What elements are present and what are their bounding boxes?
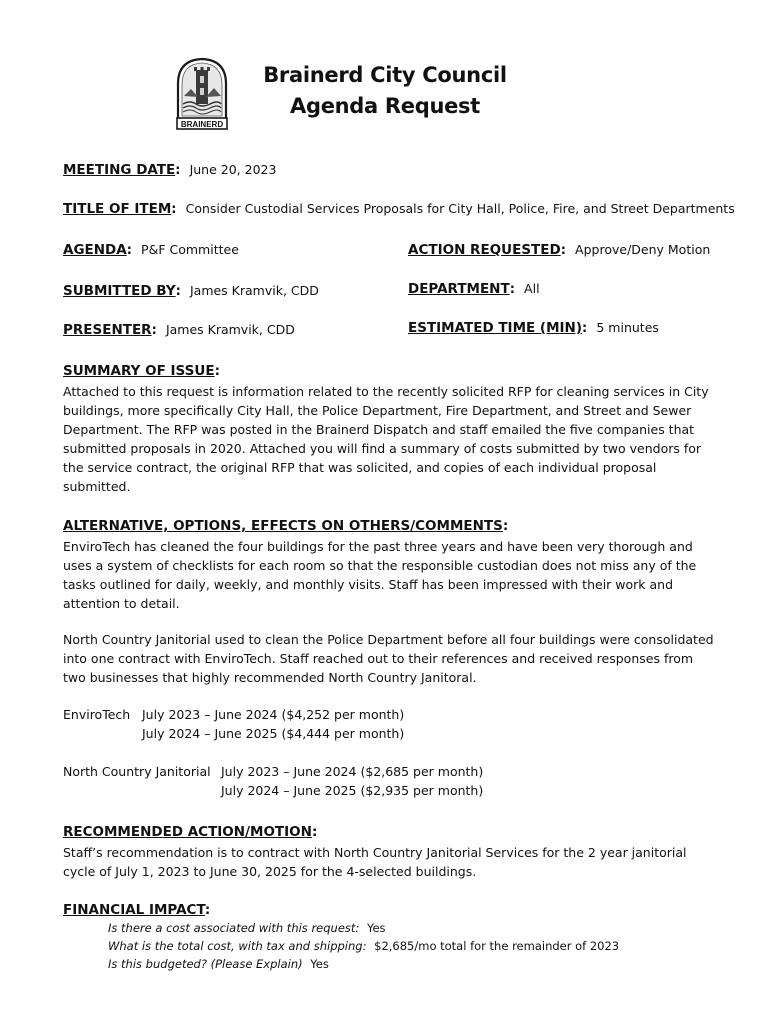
recommended-line: cycle of July 1, 2023 to June 30, 2025 for the 4-selected buildings.: [63, 864, 477, 879]
presenter-value: James Kramvik, CDD: [165, 322, 295, 337]
alternatives-line: two businesses that highly recommended North Country Janitoral.: [63, 670, 477, 685]
city-seal-logo: [174, 56, 230, 130]
meeting-date-value: June 20, 2023: [189, 162, 277, 177]
summary-heading: SUMMARY OF ISSUE:: [63, 363, 220, 379]
alternatives-line: attention to detail.: [63, 596, 180, 611]
title-of-item-field: TITLE OF ITEM: Consider Custodial Services Proposals for City Hall, Police, Fire, and Street Departments: [63, 201, 735, 217]
financial-item: [108, 939, 619, 953]
financial-item: [108, 921, 386, 935]
submitted-by-field: SUBMITTED BY: James Kramvik, CDD: [63, 283, 319, 299]
financial-question: What is the total cost, with tax and shipping:: [108, 939, 367, 953]
financial-heading: FINANCIAL IMPACT:: [63, 902, 211, 918]
action-requested-value: Approve/Deny Motion: [575, 242, 711, 257]
department-label: DEPARTMENT: [408, 281, 510, 297]
estimated-time-label: ESTIMATED TIME (MIN): [408, 320, 583, 336]
alternatives-heading: ALTERNATIVE, OPTIONS, EFFECTS ON OTHERS/COMMENTS:: [63, 518, 509, 534]
summary-line: submitted proposals in 2020. Attached you will find a summary of costs submitted by two vendors for: [63, 441, 702, 456]
recommended-heading-text: RECOMMENDED ACTION/MOTION: [63, 824, 312, 840]
summary-line: Department. The RFP was posted in the Brainerd Dispatch and staff emailed the five companies that: [63, 422, 695, 437]
pricing-period: July 2023 – June 2024 ($4,252 per month): [142, 707, 405, 722]
alternatives-heading-text: ALTERNATIVE, OPTIONS, EFFECTS ON OTHERS/COMMENTS: [63, 518, 503, 534]
summary-line: buildings, more specifically City Hall, the Police Department, Fire Department, and Street and Sewer: [63, 403, 692, 418]
estimated-time-field: ESTIMATED TIME (MIN): 5 minutes: [408, 320, 659, 336]
department-value: All: [524, 281, 540, 296]
summary-line: submitted.: [63, 479, 131, 494]
city-seal-icon: [174, 56, 230, 130]
recommended-heading: RECOMMENDED ACTION/MOTION:: [63, 824, 318, 840]
pricing-period: July 2024 – June 2025 ($4,444 per month): [142, 726, 405, 741]
financial-question: Is this budgeted? (Please Explain): [108, 957, 303, 971]
alternatives-line: EnviroTech has cleaned the four buildings for the past three years and have been very thorough and: [63, 539, 693, 554]
summary-heading-text: SUMMARY OF ISSUE: [63, 363, 215, 379]
pricing-vendor-name: North Country Janitorial: [63, 764, 211, 779]
submitted-by-label: SUBMITTED BY: [63, 283, 176, 299]
financial-answer: $2,685/mo total for the remainder of 2023: [374, 939, 620, 953]
title-of-item-value: Consider Custodial Services Proposals for City Hall, Police, Fire, and Street Departments: [185, 201, 735, 216]
title-of-item-label: TITLE OF ITEM: [63, 201, 172, 217]
presenter-field: PRESENTER: James Kramvik, CDD: [63, 322, 295, 338]
title-line-1: Brainerd City Council: [263, 63, 507, 87]
logo-text: BRAINERD: [180, 119, 224, 129]
submitted-by-value: James Kramvik, CDD: [189, 283, 319, 298]
financial-answer: Yes: [310, 957, 329, 971]
agenda-value: P&F Committee: [141, 242, 239, 257]
pricing-period: July 2023 – June 2024 ($2,685 per month): [221, 764, 484, 779]
estimated-time-value: 5 minutes: [596, 320, 659, 335]
meeting-date-label: MEETING DATE: [63, 162, 176, 178]
financial-question: Is there a cost associated with this request:: [108, 921, 360, 935]
alternatives-line: North Country Janitorial used to clean the Police Department before all four buildings were consolidated: [63, 632, 714, 647]
recommended-line: Staff’s recommendation is to contract with North Country Janitorial Services for the 2 year janitorial: [63, 845, 687, 860]
department-field: DEPARTMENT: All: [408, 281, 540, 297]
action-requested-label: ACTION REQUESTED: [408, 242, 561, 258]
presenter-label: PRESENTER: [63, 322, 152, 338]
pricing-period: July 2024 – June 2025 ($2,935 per month): [221, 783, 484, 798]
financial-heading-text: FINANCIAL IMPACT: [63, 902, 205, 918]
meeting-date-field: MEETING DATE: June 20, 2023: [63, 162, 277, 178]
alternatives-paragraph-1: [63, 537, 723, 613]
agenda-field: AGENDA: P&F Committee: [63, 242, 239, 258]
pricing-vendor-name: EnviroTech: [63, 707, 131, 722]
summary-line: Attached to this request is information related to the recently solicited RFP for cleaning services in City: [63, 384, 709, 399]
financial-item: [108, 957, 329, 971]
recommended-paragraph: [63, 843, 723, 881]
financial-answer: Yes: [366, 921, 386, 935]
title-line-2: Agenda Request: [290, 94, 480, 118]
agenda-label: AGENDA: [63, 242, 127, 258]
summary-paragraph: [63, 382, 723, 496]
summary-line: the service contract, the original RFP that was solicited, and copies of each individual proposal: [63, 460, 657, 475]
alternatives-line: into one contract with EnviroTech. Staff reached out to their references and received responses from: [63, 651, 694, 666]
alternatives-line: uses a system of checklists for each room so that the responsible custodian does not miss any of the: [63, 558, 697, 573]
document-title: [230, 60, 540, 122]
alternatives-line: tasks outlined for daily, weekly, and monthly visits. Staff has been impressed with their work and: [63, 577, 674, 592]
action-requested-field: ACTION REQUESTED: Approve/Deny Motion: [408, 242, 711, 258]
alternatives-paragraph-2: [63, 630, 723, 687]
